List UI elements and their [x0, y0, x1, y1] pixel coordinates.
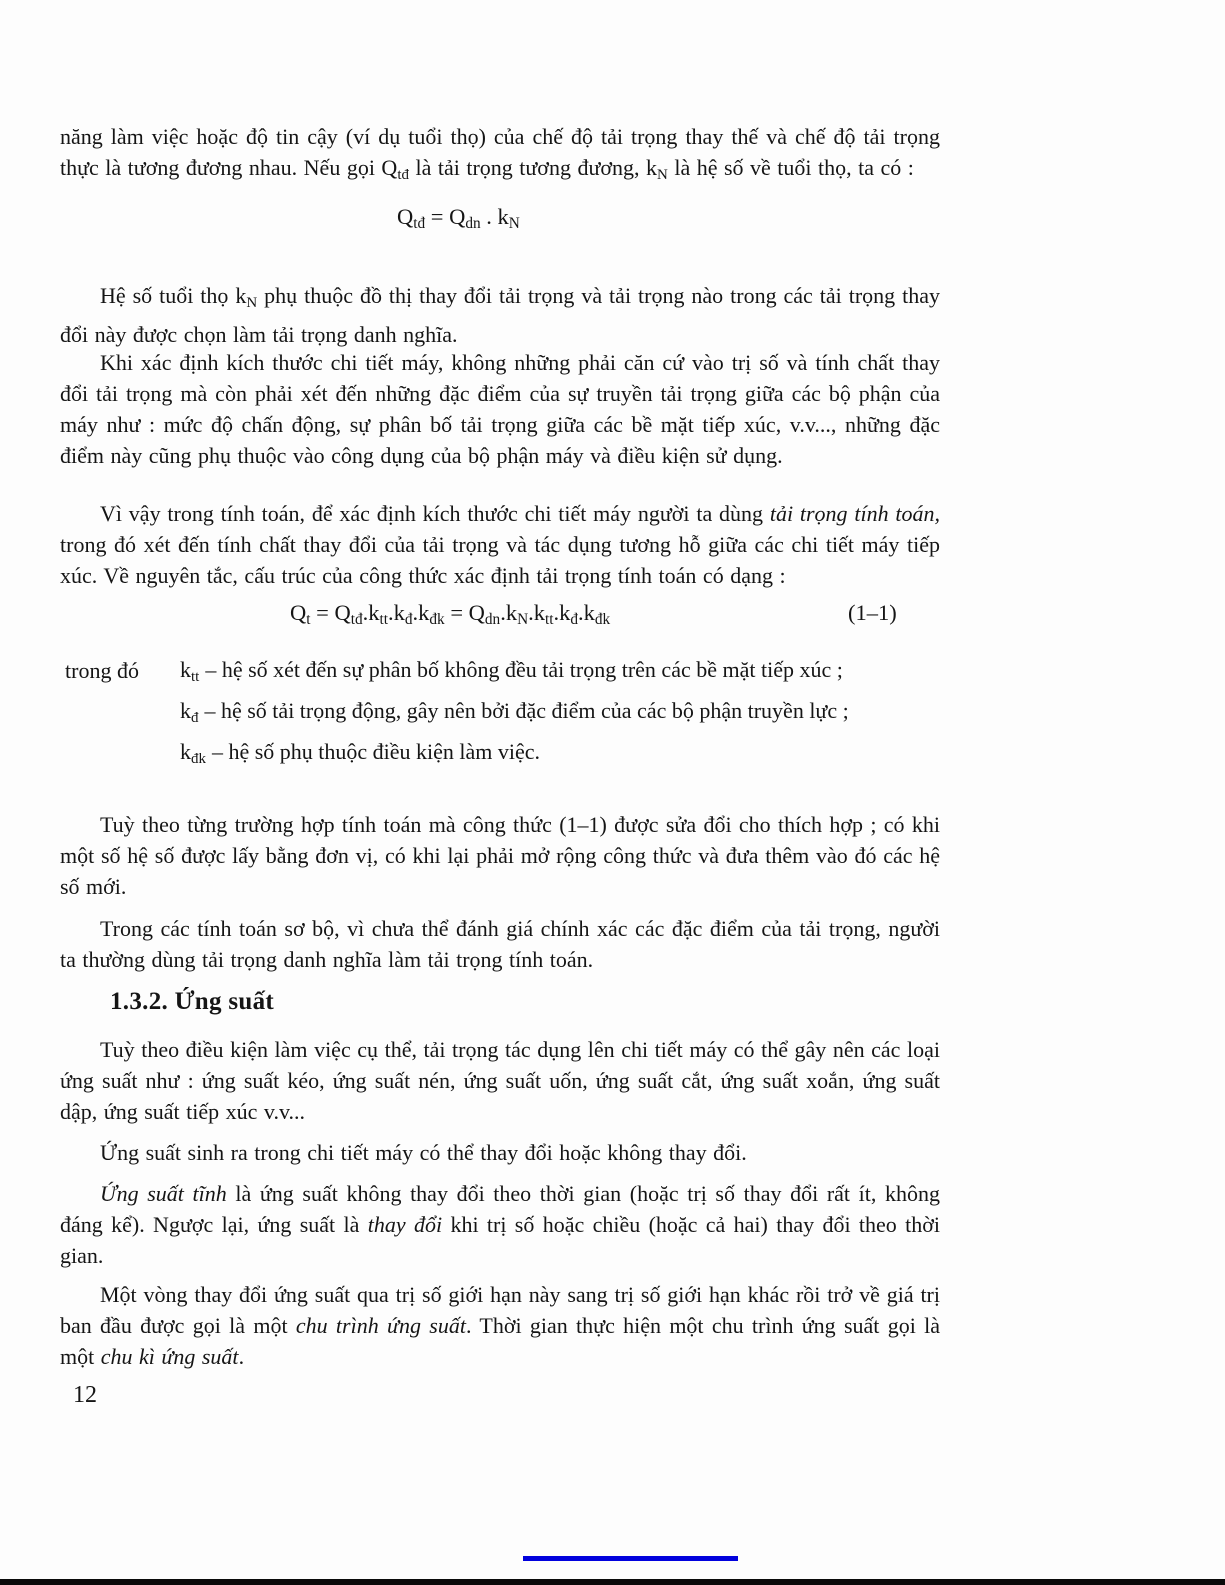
formula-1-1: Qt = Qtđ.ktt.kđ.kđk = Qdn.kN.ktt.kđ.kđk [290, 600, 611, 629]
blue-underline-mark [523, 1556, 738, 1561]
paragraph-size-determination: Khi xác định kích thước chi tiết máy, không những phải căn cứ vào trị số và tính chất thay đổi tải trọng mà còn phải xét đến những đặc điểm của sự truyền tải trọng giữa các bộ phận của máy như : mức độ chấn động, sự phân bố tải trọng giữa các bề mặt tiếp xúc, v.v..., những đặc điểm này cũng phụ thuộc vào công dụng của bộ phận máy và điều kiện sử dụng. [60, 350, 940, 468]
definition-ktt-text: – hệ số xét đến sự phân bố không đều tải trọng trên các bề mặt tiếp xúc ; [205, 657, 843, 682]
symbol-kdk: kđk [180, 739, 206, 768]
paragraph-continuation: năng làm việc hoặc độ tin cậy (ví dụ tuổi thọ) của chế độ tải trọng thay thế và chế độ tải trọng thực là tương đương nhau. Nếu gọi Qtđ là tải trọng tương đương, kN là hệ số về tuổi thọ, ta có : [60, 124, 940, 184]
definition-kd [180, 696, 849, 733]
symbol-kd: kđ [180, 698, 199, 727]
formula-1-1-number: (1–1) [848, 600, 897, 625]
paragraph-static-stress: Ứng suất tĩnh là ứng suất không thay đổi theo thời gian (hoặc trị số thay đổi rất ít, không đáng kể). Ngược lại, ứng suất là thay đổi khi trị số hoặc chiều (hoặc cả hai) thay đổi theo thời gian. [60, 1181, 941, 1268]
formula-equivalent-load: Qtđ = Qdn . kN [397, 204, 520, 233]
symbol-ktt: ktt [180, 657, 200, 686]
paragraph-life-factor: Hệ số tuổi thọ kN phụ thuộc đồ thị thay đổi tải trọng và tải trọng nào trong các tải trọng thay đổi này được chọn làm tải trọng danh nghĩa. [60, 283, 940, 348]
paragraph-formula-adaptation: Tuỳ theo từng trường hợp tính toán mà công thức (1–1) được sửa đổi cho thích hợp ; có khi một số hệ số được lấy bằng đơn vị, có khi lại phải mở rộng công thức và đưa thêm vào đó các hệ số mới. [60, 812, 940, 899]
paragraph-preliminary-calculation: Trong các tính toán sơ bộ, vì chưa thể đánh giá chính xác các đặc điểm của tải trọng, người ta thường dùng tải trọng danh nghĩa làm tải trọng tính toán. [60, 916, 940, 972]
paragraph-stress-cycle: Một vòng thay đổi ứng suất qua trị số giới hạn này sang trị số giới hạn khác rồi trở về giá trị ban đầu được gọi là một chu trình ứng suất. Thời gian thực hiện một chu trình ứng suất gọi là một chu kì ứng suất. [60, 1282, 940, 1369]
paragraph-stress-types: Tuỳ theo điều kiện làm việc cụ thể, tải trọng tác dụng lên chi tiết máy có thể gây nên các loại ứng suất như : ứng suất kéo, ứng suất nén, ứng suất uốn, ứng suất cắt, ứng suất xoắn, ứng suất dập, ứng suất tiếp xúc v.v... [60, 1037, 940, 1124]
section-heading-1-3-2: 1.3.2. Ứng suất [110, 988, 275, 1015]
definition-kdk-text: – hệ số phụ thuộc điều kiện làm việc. [211, 739, 541, 764]
definition-kdk [180, 737, 540, 774]
definition-kd-text: – hệ số tải trọng động, gây nên bởi đặc điểm của các bộ phận truyền lực ; [204, 698, 849, 723]
paragraph-stress-variability: Ứng suất sinh ra trong chi tiết máy có thể thay đổi hoặc không thay đổi. [100, 1140, 747, 1165]
paragraph-calculated-load: Vì vậy trong tính toán, để xác định kích thước chi tiết máy người ta dùng tải trọng tính toán, trong đó xét đến tính chất thay đổi của tải trọng và tác dụng tương hỗ giữa các chi tiết máy tiếp xúc. Về nguyên tắc, cấu trúc của công thức xác định tải trọng tính toán có dạng : [60, 501, 940, 588]
where-label: trong đó [65, 658, 139, 683]
page-number: 12 [73, 1382, 97, 1408]
definition-ktt [180, 655, 843, 692]
scan-edge-artifact [0, 1579, 1225, 1585]
